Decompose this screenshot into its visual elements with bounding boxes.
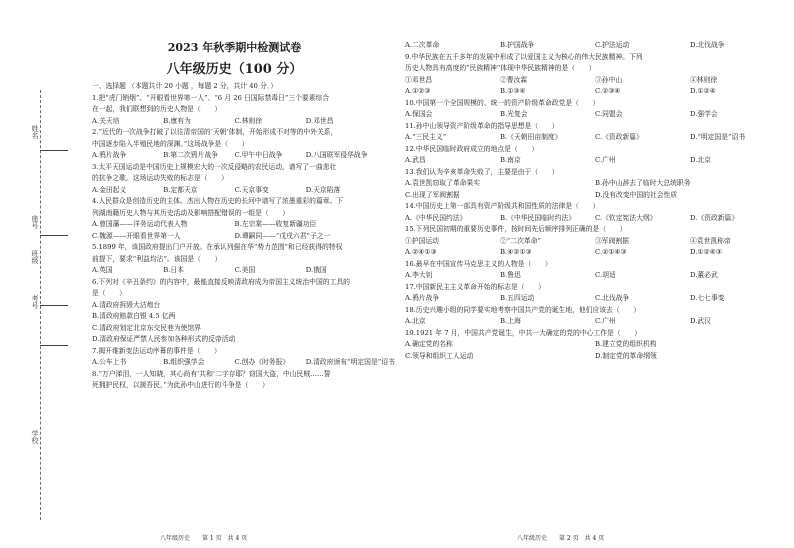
option-text: A.“三民主义” <box>405 133 447 141</box>
answer-options <box>92 150 377 162</box>
answer-options <box>405 109 785 121</box>
option-text: D.①②④ <box>690 87 716 95</box>
section-heading: 一、选择题 （本题共计 20 小题 ，每题 2 分，共计 40 分．） <box>92 82 278 90</box>
option-text: D.没有改变中国的社会性质 <box>595 190 678 199</box>
answer-options <box>405 339 785 351</box>
exam-title: 2023 年秋季期中检测试卷 <box>167 41 302 54</box>
answer-options <box>92 116 377 128</box>
answer-options <box>405 213 785 225</box>
option-text: D.邓世昌 <box>305 116 334 125</box>
left-questions <box>92 93 395 392</box>
answer-options <box>405 178 785 190</box>
answer-options <box>405 247 785 259</box>
option-text: B.光复会 <box>500 110 528 118</box>
option-text: D.制定党的革命纲领 <box>595 351 657 360</box>
option-text: B.定都天京 <box>163 185 198 194</box>
option-text: A.二次革命 <box>405 41 440 49</box>
option-text: B.五四运动 <box>500 294 535 302</box>
answer-options <box>92 219 377 231</box>
option-text: D.八国联军侵华战争 <box>305 151 368 159</box>
option-text: D.《资政新篇》 <box>690 213 739 222</box>
option-text: B.孙中山辞去了临时大总统职务 <box>595 179 691 187</box>
question-line: 18.历史兴趣小组的同学要实地考察中国共产党的诞生地，他们应该去（ ） <box>405 305 641 314</box>
option-text: C.北伐战争 <box>595 294 630 302</box>
option-text: D.北伐战争 <box>690 41 725 49</box>
option-text: D.强学会 <box>690 110 718 118</box>
option-text: C.出现了军阀割据 <box>405 190 460 199</box>
option-text: A.曾国藩——洋务运动代表人物 <box>92 220 188 228</box>
question-line: 8.“万户涕泪，一人知晓，其心尚有‘共和’二字存耶？窃国大盗，中山民贼……誓 <box>92 369 331 378</box>
question-line: 17.中国新民主主义革命开始的标志是（ ） <box>405 282 545 291</box>
question-line: 历史人物具有高度的“民族精神”体现中华民族精神的是（ ） <box>405 64 596 72</box>
question-line: D.清政府保证严禁人民参加各种形式的反帝活动 <box>92 335 236 343</box>
right-questions <box>405 40 785 362</box>
answer-options <box>405 132 785 144</box>
question-line: 6.下列对《辛丑条约》的内容中，最能直接反映清政府成为帝国主义统治中国的工具的 <box>92 277 350 286</box>
option-text: B.④②①③ <box>500 248 532 256</box>
answer-options <box>405 293 785 305</box>
answer-options <box>405 40 785 52</box>
option-text: B.康有为 <box>163 116 191 125</box>
question-line: 死拥护民权，以援吾民，”为此孙中山进行的斗争是（ ） <box>92 381 269 389</box>
option-text: D.七七事变 <box>690 294 725 302</box>
question-line: 19.1921 年 7 月，中国共产党诞生，中共一大确定的党的中心工作是（ ） <box>405 328 642 337</box>
option-text: ③军阀割据 <box>595 236 629 245</box>
question-line: 列湖南籍历史人物与其历史活动及影响搭配错误的一组是（ ） <box>92 208 290 217</box>
question-line: 的抗争之歌。这场运动失败的标志是（ ） <box>92 174 228 182</box>
option-text: A.鸦片战争 <box>92 151 127 159</box>
option-text: A.英国 <box>92 266 113 274</box>
answer-options <box>405 86 785 98</box>
right-footer: 八年级历史 第 2 页 共 4 页 <box>517 535 605 542</box>
question-line: 1.把“虎门销烟”、“开眼看世界第一人”、“6 月 26 日国际禁毒日”三个要素综合 <box>92 93 330 102</box>
option-text: A.保国会 <box>405 110 433 118</box>
option-text: D.董必武 <box>690 271 718 279</box>
question-line: B.清政府赔款白银 4.5 亿两 <box>92 312 176 320</box>
option-text: ④林则徐 <box>690 75 718 84</box>
question-line: 12.中华民国临时政府成立的地点是（ ） <box>405 144 539 153</box>
question-line: 15.下列民国初期的重要历史事件，按时间先后顺序排列正确的是（ ） <box>405 225 627 233</box>
option-text: ④袁世凯称帝 <box>690 236 731 245</box>
option-text: D.俄国 <box>305 266 327 274</box>
option-text: C.同盟会 <box>595 110 623 118</box>
question-line: 7.揭开维新变法运动序幕的事件是（ ） <box>92 346 221 355</box>
option-text: C.护法运动 <box>595 41 630 49</box>
question-line: 4.人民群众是创造历史的主体。杰出人物在历史的长河中谱写了浓墨重彩的篇章。下 <box>92 197 344 205</box>
question-line: 3.太平天国运动是中国历史上规模宏大的一次反侵略的农民运动，谱写了一曲悲壮 <box>92 162 337 171</box>
school-label: 学校 <box>31 430 39 444</box>
binding-margin <box>0 0 80 548</box>
question-line: 16.最早在中国宣传马克思主义的人物是（ ） <box>405 259 552 268</box>
option-text: C.领导和组织工人运动 <box>405 351 474 360</box>
option-text: A.确定党的名称 <box>405 340 453 348</box>
option-text: B.南京 <box>500 156 521 164</box>
option-text: ③孙中山 <box>595 75 623 84</box>
option-text: C.胡适 <box>595 271 616 279</box>
left-footer: 八年级历史 第 1 页 共 4 页 <box>160 535 248 542</box>
class-label: 班级 <box>31 250 39 264</box>
option-text: B.第二次鸦片战争 <box>163 151 218 159</box>
option-text: C.广州 <box>595 156 616 164</box>
right-page <box>397 0 794 548</box>
option-text: D.清政府颁布“明定国是”诏书 <box>305 358 395 366</box>
option-text: B.建立党的组织机构 <box>595 340 657 348</box>
question-line: 11.孙中山领导资产阶级革命的指导思想是（ ） <box>405 121 559 130</box>
option-text: C.甲午中日战争 <box>234 151 283 159</box>
option-text: C.魏源——开眼看世界第一人 <box>92 231 181 240</box>
option-text: C.美国 <box>234 266 256 274</box>
option-text: D.“明定国是”诏书 <box>690 133 746 141</box>
option-text: D.北京 <box>690 156 711 164</box>
answer-options <box>92 357 395 369</box>
left-column <box>92 40 395 392</box>
option-text: C.②①④③ <box>595 248 627 256</box>
option-text: A.《中华民国约法》 <box>405 213 467 222</box>
option-text: D.武汉 <box>690 317 711 325</box>
option-text: D.天京陷落 <box>305 185 341 194</box>
answer-options <box>92 185 377 197</box>
option-text: D.谭嗣同——“戊戌六君”子之一 <box>234 231 331 240</box>
name-label: 姓名 <box>31 125 39 139</box>
question-line: 10.中国第一个全国规模的、统一的资产阶级革命政党是（ ） <box>405 98 600 107</box>
question-line: 14.中国历史上第一部具有资产阶级共和国性质的法律是（ ） <box>405 202 600 210</box>
option-text: A.公车上书 <box>92 358 127 366</box>
option-text: B.《天朝田亩制度》 <box>500 133 562 141</box>
seat-label: 座号 <box>31 215 39 229</box>
option-text: C.②③④ <box>595 87 621 95</box>
question-line: 在一起，我们联想到的历史人物是（ ） <box>92 105 222 113</box>
question-line: 13.我们认为辛亥革命失败了，主要是由于（ ） <box>405 167 559 176</box>
option-text: C.《资政新篇》 <box>595 133 643 141</box>
question-line: 2.“近代的一次战争打破了以往清帝国的‘天朝’体制，开始形成不对等的中外关系， <box>92 128 338 136</box>
option-text: B.护国战争 <box>500 41 535 49</box>
question-line: 中国逐步陷入半殖民地的深渊。”这场战争是（ ） <box>92 139 249 148</box>
option-text: ②“二次革命” <box>500 236 541 245</box>
option-text: B.鲁迅 <box>500 271 521 279</box>
option-text: ①护国运动 <box>405 236 439 245</box>
option-text: ①邓世昌 <box>405 75 433 84</box>
answer-options <box>92 231 377 243</box>
option-text: B.上海 <box>500 317 521 325</box>
question-line: 9.中华民族在五千多年的发展中形成了以爱国主义为核心的伟大民族精神。下列 <box>405 52 643 61</box>
answer-options <box>405 270 785 282</box>
option-text: C.广州 <box>595 317 616 325</box>
option-text: A.②④①③ <box>405 248 437 256</box>
option-text: B.①③④ <box>500 87 526 95</box>
option-text: C.林则徐 <box>234 116 263 125</box>
question-line: C.清政府划定北京东交民巷为使馆界 <box>92 323 202 332</box>
option-text: A.北京 <box>405 317 426 325</box>
answer-options <box>405 316 785 328</box>
question-line: 前提下，要求“利益均沾”。该国是（ ） <box>92 254 222 263</box>
option-text: C.创办《时务报》 <box>234 358 290 366</box>
option-text: D.①②④③ <box>690 248 722 256</box>
option-text: A.李大钊 <box>405 271 433 279</box>
answer-options <box>92 265 377 277</box>
question-line: A.清政府拆毁大沽炮台 <box>92 300 161 309</box>
answer-options <box>405 155 785 167</box>
question-line: 是（ ） <box>92 289 126 297</box>
option-text: A.鸦片战争 <box>405 294 440 302</box>
exam-subtitle: 八年级历史（100 分） <box>166 62 303 77</box>
answer-options <box>405 236 785 248</box>
option-text: A.关天培 <box>92 116 120 125</box>
answer-options <box>405 75 785 87</box>
option-text: B.组织强学会 <box>163 358 205 366</box>
option-text: A.①②③ <box>405 87 431 95</box>
right-column <box>405 40 785 362</box>
question-line: 5.1899 年，该国政府提出门户开放。在承认列强在华“势力范围”和已经获得的特权 <box>92 243 343 251</box>
option-text: B.日本 <box>163 266 184 274</box>
option-text: B.《中华民国临时约法》 <box>500 213 576 222</box>
option-text: B.左宗棠——收复新疆功臣 <box>234 220 317 228</box>
option-text: ②曹汝霖 <box>500 75 528 84</box>
answer-options <box>405 190 785 202</box>
option-text: C.天京事变 <box>234 185 269 194</box>
option-text: A.袁世凯窃取了革命果实 <box>405 179 481 187</box>
number-label: 考号 <box>31 295 39 309</box>
answer-options <box>405 351 785 363</box>
option-text: A.金田起义 <box>92 185 127 194</box>
option-text: C.《钦定宪法大纲》 <box>595 213 657 222</box>
option-text: A.武昌 <box>405 156 426 164</box>
